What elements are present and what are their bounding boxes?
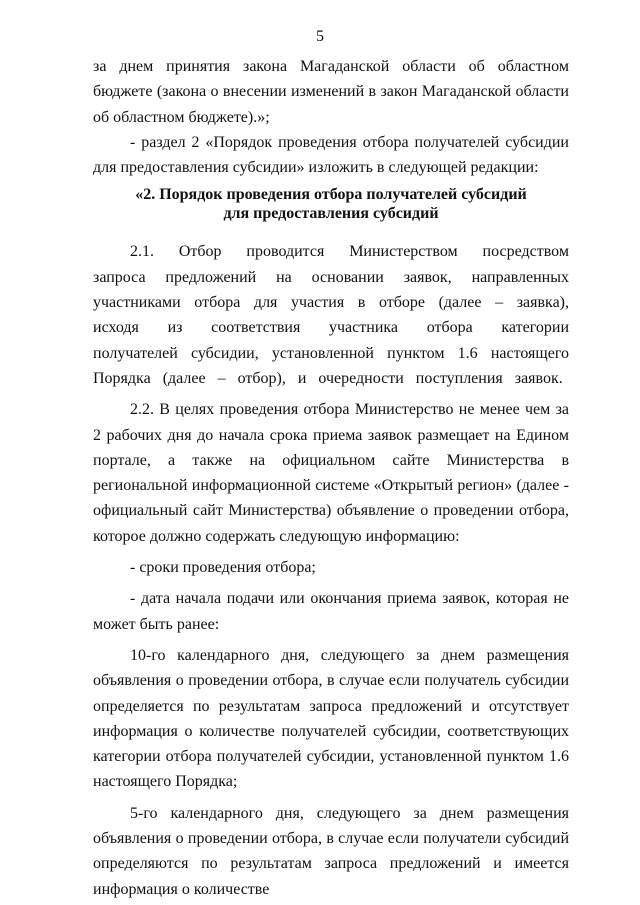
section-heading-line-2: для предоставления субсидий [223,205,439,223]
paragraph-section-replacement: - раздел 2 «Порядок проведения отбора получателей субсидии для предоставления субсидии» изложить в следующей редакции: [93,133,569,177]
paragraph-2-1: 2.1. Отбор проводится Министерством посредством запроса предложений на основании заявок, направленных участниками отбора для участия в отборе (далее – заявка), исходя из соответствия участника отбора категории получателей субсидии, установленной пунктом 1.6 настоящего Порядка (далее – отбор), и очередности поступления заявок. [93,243,569,387]
document-body [93,54,569,902]
section-heading-line-1: «2. Порядок проведения отбора получателей субсидий [135,186,527,204]
list-item-terms: - сроки проведения отбора; [130,559,316,577]
paragraph-continuation: за днем принятия закона Магаданской области об областном бюджете (закона о внесении изменений в закон Магаданской области об областном бюджете).»; [93,58,569,126]
page-number: 5 [316,28,324,45]
section-heading [93,185,569,223]
paragraph-5th-day: 5-го календарного дня, следующего за днем размещения объявления о проведении отбора, в случае если получатели субсидий определяются по результатам запроса предложений и имеется информация о количестве [93,804,569,898]
list-item-date: - дата начала подачи или окончания приема заявок, которая не может быть ранее: [93,590,569,633]
paragraph-10th-day: 10-го календарного дня, следующего за днем размещения объявления о проведении отбора, в случае если получатель субсидии определяется по результатам запроса предложений и отсутствует информация о количестве получателей субсидии, соответствующих категории отбора получателей субсидии, установленной пунктом 1.6 настоящего Порядка; [93,646,569,791]
paragraph-2-2: 2.2. В целях проведения отбора Министерство не менее чем за 2 рабочих дня до начала срока приема заявок размещает на Едином портале, а также на официальном сайте Министерства в региональной информационной системе «Открытый регион» (далее - официальный сайт Министерства) объявление о проведении отбора, которое должно содержать следующую информацию: [93,401,569,545]
